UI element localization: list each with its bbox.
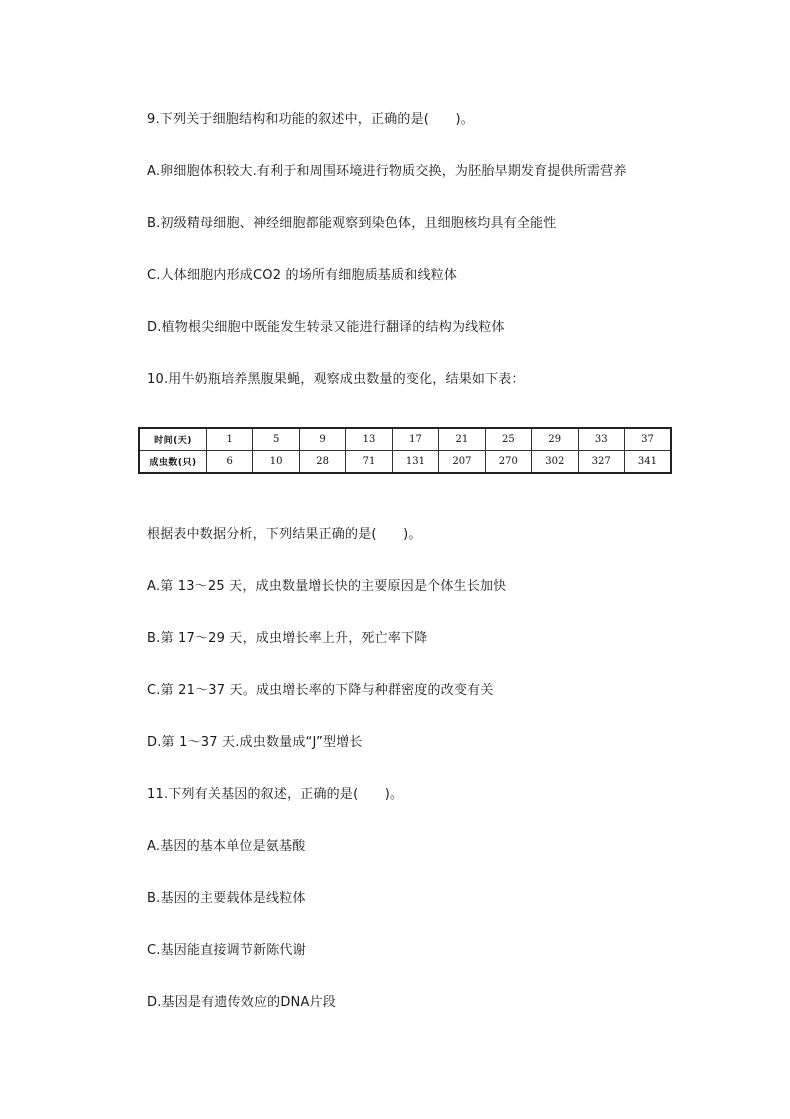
- q9-option-b: B.初级精母细胞、神经细胞都能观察到染色体，且细胞核均具有全能性: [147, 216, 557, 231]
- q9-option-c: C.人体细胞内形成CO2 的场所有细胞质基质和线粒体: [147, 268, 458, 283]
- table-header-count: 成虫数(只): [139, 451, 207, 474]
- q10-stem: 10.用牛奶瓶培养黑腹果蝇，观察成虫数量的变化，结果如下表：: [147, 372, 525, 387]
- table-cell: 131: [392, 451, 438, 474]
- q10-option-c: C.第 21～37 天。成虫增长率的下降与种群密度的改变有关: [147, 683, 494, 698]
- table-cell: 9: [299, 428, 345, 451]
- q11-stem: 11.下列有关基因的叙述，正确的是( )。: [147, 787, 404, 802]
- table-cell: 207: [439, 451, 485, 474]
- table-cell: 341: [624, 451, 671, 474]
- table-cell: 6: [207, 451, 253, 474]
- table-cell: 13: [346, 428, 392, 451]
- table-cell: 33: [578, 428, 624, 451]
- q10-option-d: D.第 1～37 天.成虫数量成“J”型增长: [147, 735, 363, 750]
- table-row-count: [139, 451, 671, 474]
- table-cell: 270: [485, 451, 531, 474]
- q9-stem: 9.下列关于细胞结构和功能的叙述中，正确的是( )。: [147, 112, 474, 127]
- table-cell: 28: [299, 451, 345, 474]
- table-cell: 21: [439, 428, 485, 451]
- q10-option-a: A.第 13～25 天，成虫数量增长快的主要原因是个体生长加快: [147, 579, 507, 594]
- q11-option-a: A.基因的基本单位是氨基酸: [147, 839, 306, 854]
- fruit-fly-count-table: [138, 427, 672, 474]
- table-cell: 17: [392, 428, 438, 451]
- table-header-time: 时间(天): [139, 428, 207, 451]
- q10-question: 根据表中数据分析，下列结果正确的是( )。: [147, 527, 422, 542]
- table-cell: 71: [346, 451, 392, 474]
- table-cell: 25: [485, 428, 531, 451]
- table-row-time: [139, 428, 671, 451]
- table-cell: 327: [578, 451, 624, 474]
- table-cell: 10: [253, 451, 299, 474]
- q9-option-a: A.卵细胞体积较大.有利于和周围环境进行物质交换，为胚胎早期发育提供所需营养: [147, 164, 627, 179]
- q11-option-c: C.基因能直接调节新陈代谢: [147, 943, 306, 958]
- table-cell: 37: [624, 428, 671, 451]
- table-cell: 302: [532, 451, 578, 474]
- table-cell: 29: [532, 428, 578, 451]
- table-cell: 5: [253, 428, 299, 451]
- q10-option-b: B.第 17～29 天，成虫增长率上升，死亡率下降: [147, 631, 428, 646]
- q11-option-d: D.基因是有遗传效应的DNA片段: [147, 995, 336, 1010]
- q11-option-b: B.基因的主要载体是线粒体: [147, 891, 306, 906]
- q9-option-d: D.植物根尖细胞中既能发生转录又能进行翻译的结构为线粒体: [147, 320, 505, 335]
- table-cell: 1: [207, 428, 253, 451]
